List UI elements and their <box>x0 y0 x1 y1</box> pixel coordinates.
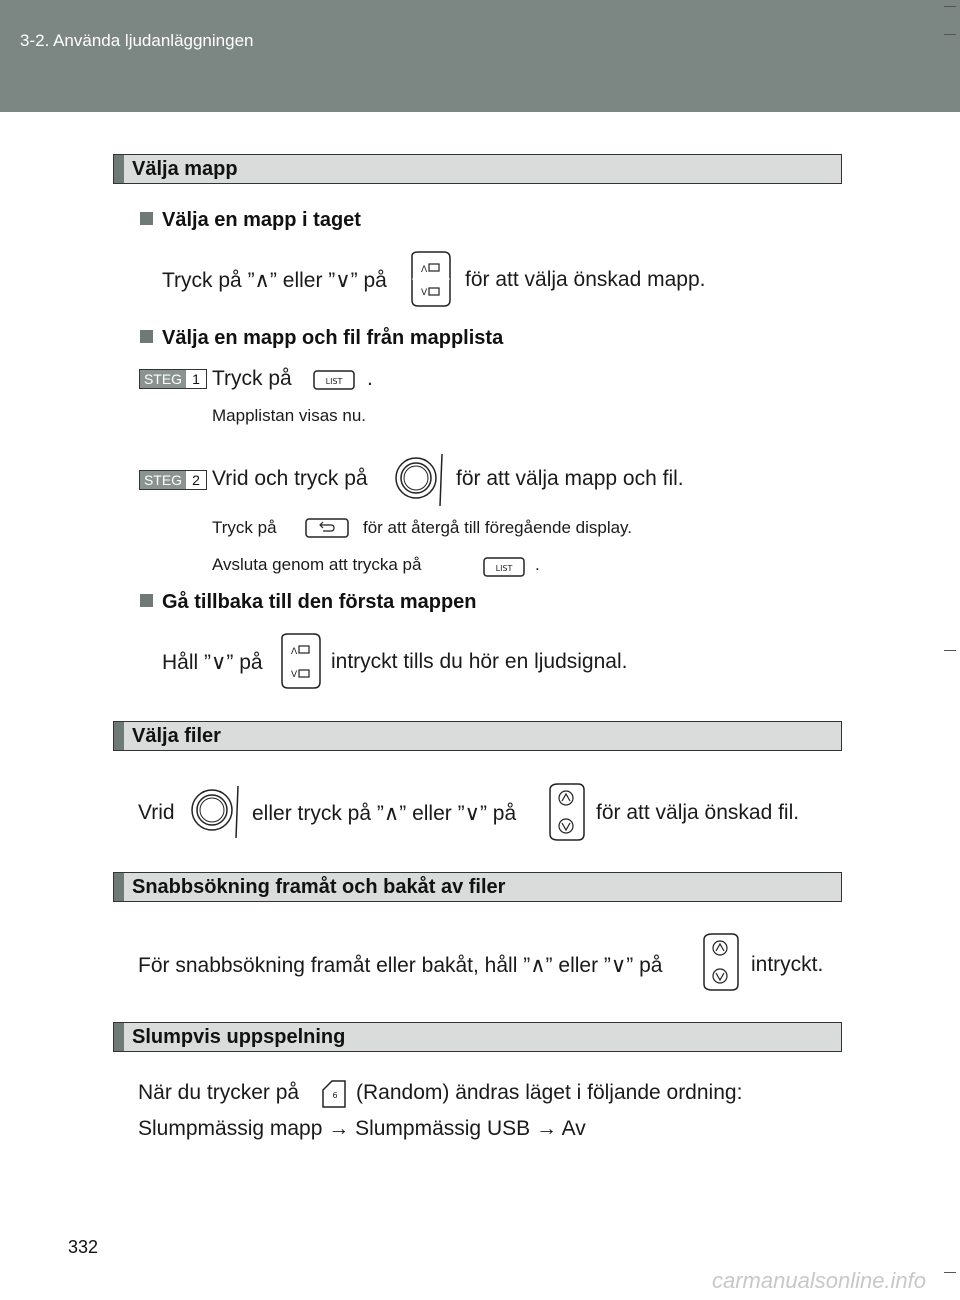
exit-note-end: . <box>535 555 540 574</box>
section-title: Välja mapp <box>132 158 238 180</box>
seek-track-button-icon <box>546 782 588 842</box>
instruction-text: Håll ”∨” på <box>162 651 263 674</box>
back-button-icon <box>305 518 349 538</box>
tune-knob-icon <box>190 784 242 840</box>
sub-heading-one-folder: Välja en mapp i taget <box>140 209 361 232</box>
exit-note: Avsluta genom att trycka på <box>212 555 422 574</box>
random-order-text: Slumpmässig mapp → Slumpmässig USB → Av <box>138 1117 586 1140</box>
step1-text: Tryck på <box>212 367 292 390</box>
page-number: 332 <box>68 1237 99 1257</box>
svg-text:Λ: Λ <box>291 647 298 657</box>
crop-mark <box>944 650 956 651</box>
step1-note: Mapplistan visas nu. <box>212 406 367 425</box>
sub-heading-first-folder: Gå tillbaka till den första mappen <box>140 591 477 614</box>
section-fast-search <box>113 872 842 902</box>
instruction-text: Tryck på ”∧” eller ”∨” på <box>162 269 387 292</box>
seek-folder-button-icon <box>278 632 324 690</box>
section-title: Slumpvis uppspelning <box>132 1026 346 1048</box>
instruction-text: För snabbsökning framåt eller bakåt, håll ”∧” eller ”∨” på <box>138 954 663 977</box>
instruction-text: Vrid <box>138 801 175 824</box>
step1-text-end: . <box>367 367 373 390</box>
preset-6-label: 6 <box>332 1091 338 1100</box>
section-select-folder <box>113 154 842 184</box>
chapter-header <box>0 0 960 112</box>
instruction-text: När du trycker på <box>138 1081 300 1104</box>
section-title: Snabbsökning framåt och bakåt av filer <box>132 876 506 898</box>
step2-text: Vrid och tryck på <box>212 467 368 490</box>
back-note-end: för att återgå till föregående display. <box>363 518 633 537</box>
section-title: Välja filer <box>132 725 221 747</box>
svg-text:V: V <box>421 288 428 298</box>
section-select-files <box>113 721 842 751</box>
bullet-square-icon <box>140 330 153 343</box>
bullet-square-icon <box>140 594 153 607</box>
svg-text:V: V <box>291 670 298 680</box>
preset-6-button-icon <box>322 1080 346 1108</box>
instruction-text: för att välja önskad mapp. <box>465 268 706 291</box>
instruction-text: (Random) ändras läget i följande ordning: <box>356 1081 743 1104</box>
watermark: carmanualsonline.info <box>712 1268 927 1293</box>
svg-text:Λ: Λ <box>421 265 428 275</box>
instruction-text: intryckt. <box>751 953 824 976</box>
tune-knob-icon <box>394 452 446 508</box>
instruction-text: för att välja önskad fil. <box>596 801 800 824</box>
list-button-icon <box>483 557 525 577</box>
section-random <box>113 1022 842 1052</box>
instruction-text: intryckt tills du hör en ljudsignal. <box>331 650 628 673</box>
step2-text-end: för att välja mapp och fil. <box>456 467 684 490</box>
back-note: Tryck på <box>212 518 277 537</box>
bullet-square-icon <box>140 212 153 225</box>
crop-mark <box>944 1272 956 1273</box>
crop-mark <box>944 6 956 7</box>
chapter-title: 3-2. Använda ljudanläggningen <box>20 31 254 50</box>
list-button-label: LIST <box>325 377 343 386</box>
list-button-label: LIST <box>495 564 513 573</box>
seek-folder-button-icon <box>408 250 454 308</box>
step-badge-2: STEG 2 <box>139 470 207 490</box>
crop-mark <box>944 34 956 35</box>
list-button-icon <box>313 370 355 390</box>
step-badge-1: STEG 1 <box>139 369 207 389</box>
sub-heading-folder-list: Välja en mapp och fil från mapplista <box>140 327 503 350</box>
instruction-text: eller tryck på ”∧” eller ”∨” på <box>252 802 517 825</box>
seek-track-button-icon <box>700 932 742 992</box>
